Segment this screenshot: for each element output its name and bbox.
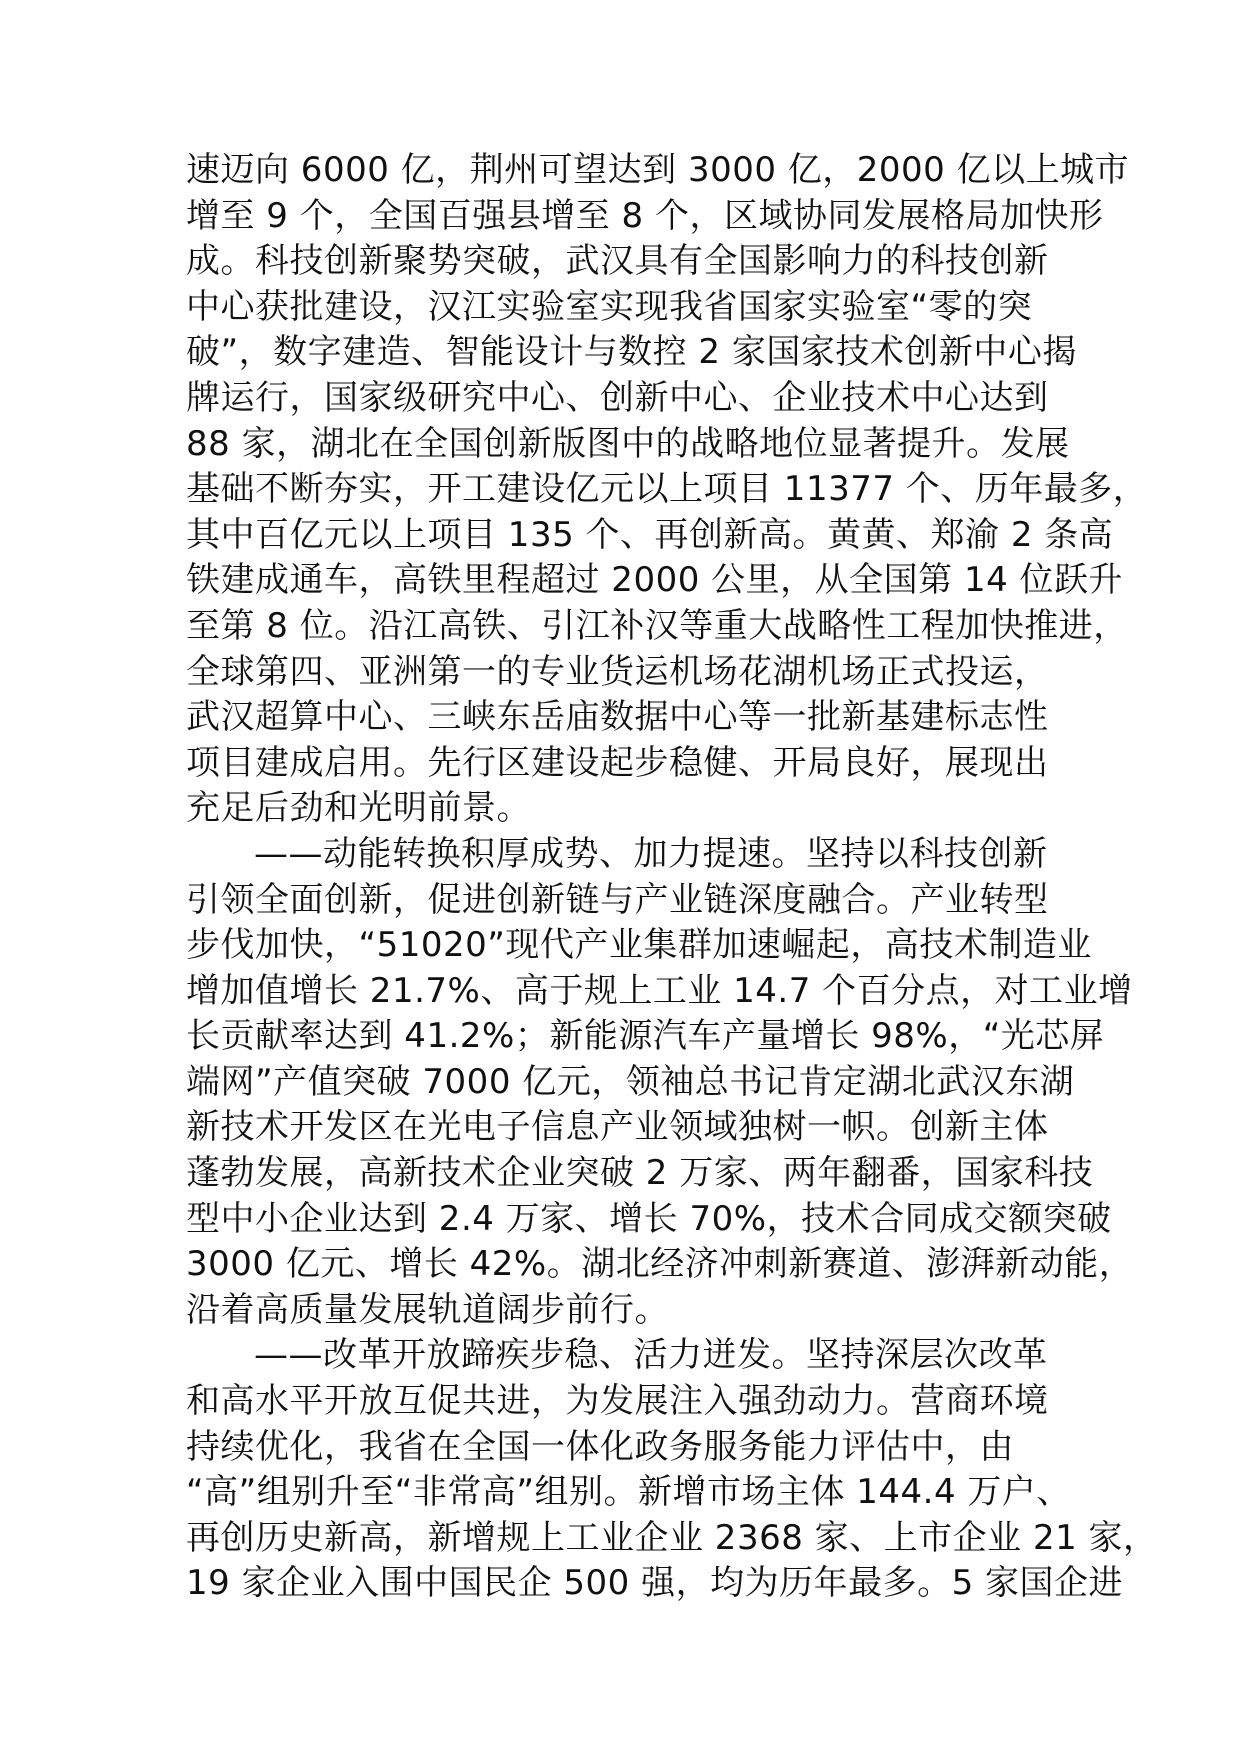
paragraph-start-line: ——改革开放蹄疾步稳、活力迸发。坚持深层次改革: [254, 1335, 1048, 1376]
text-line: 3000 亿元、增长 42%。湖北经济冲刺新赛道、澎湃新动能，: [186, 1244, 1134, 1285]
text-line: 和高水平开放互促共进，为发展注入强劲动力。营商环境: [186, 1381, 1049, 1422]
text-line: 武汉超算中心、三峡东岳庙数据中心等一批新基建标志性: [186, 697, 1049, 738]
text-line: 持续优化，我省在全国一体化政务服务能力评估中，由: [186, 1426, 1014, 1467]
text-line: 基础不断夯实，开工建设亿元以上项目 11377 个、历年最多，: [186, 469, 1148, 510]
text-line: 端网”产值突破 7000 亿元，领袖总书记肯定湖北武汉东湖: [186, 1061, 1075, 1102]
text-line: 全球第四、亚洲第一的专业货运机场花湖机场正式投运，: [186, 651, 1049, 692]
text-line: 速迈向 6000 亿，荆州可望达到 3000 亿，2000 亿以上城市: [186, 150, 1130, 190]
text-line: 充足后劲和光明前景。: [186, 788, 531, 829]
text-line: “高”组别升至“非常高”组别。新增市场主体 144.4 万户、: [186, 1472, 1071, 1513]
paragraph-start-line: ——动能转换积厚成势、加力提速。坚持以科技创新: [254, 833, 1048, 874]
text-line: 至第 8 位。沿江高铁、引江补汉等重大战略性工程加快推进，: [186, 605, 1128, 646]
text-line: 新技术开发区在光电子信息产业领域独树一帜。创新主体: [186, 1107, 1049, 1148]
text-line: 增加值增长 21.7%、高于规上工业 14.7 个百分点，对工业增: [186, 970, 1133, 1011]
text-line: 引领全面创新，促进创新链与产业链深度融合。产业转型: [186, 879, 1049, 920]
text-line: 长贡献率达到 41.2%；新能源汽车产量增长 98%，“光芯屏: [186, 1016, 1105, 1057]
text-line: 步伐加快，“51020”现代产业集群加速崛起，高技术制造业: [186, 925, 1092, 966]
text-line: 其中百亿元以上项目 135 个、再创新高。黄黄、郑渝 2 条高: [186, 514, 1114, 555]
text-line: 牌运行，国家级研究中心、创新中心、企业技术中心达到: [186, 377, 1049, 418]
text-line: 再创历史新高，新增规上工业企业 2368 家、上市企业 21 家，: [186, 1517, 1158, 1558]
text-line: 铁建成通车，高铁里程超过 2000 公里，从全国第 14 位跃升: [186, 560, 1124, 601]
text-line: 增至 9 个，全国百强县增至 8 个，区域协同发展格局加快形: [186, 195, 1104, 236]
text-line: 破”，数字建造、智能设计与数控 2 家国家技术创新中心揭: [186, 332, 1077, 373]
text-line: 88 家，湖北在全国创新版图中的战略地位显著提升。发展: [186, 423, 1070, 464]
text-line: 中心获批建设，汉江实验室实现我省国家实验室“零的突: [186, 286, 1033, 327]
text-line: 成。科技创新聚势突破，武汉具有全国影响力的科技创新: [186, 241, 1049, 282]
text-line: 19 家企业入围中国民企 500 强，均为历年最多。5 家国企进: [186, 1563, 1124, 1604]
text-line: 蓬勃发展，高新技术企业突破 2 万家、两年翻番，国家科技: [186, 1153, 1094, 1194]
body-text: [186, 148, 1158, 1607]
text-line: 型中小企业达到 2.4 万家、增长 70%，技术合同成交额突破: [186, 1198, 1112, 1239]
text-line: 沿着高质量发展轨道阔步前行。: [186, 1289, 669, 1330]
text-line: 项目建成启用。先行区建设起步稳健、开局良好，展现出: [186, 742, 1049, 783]
